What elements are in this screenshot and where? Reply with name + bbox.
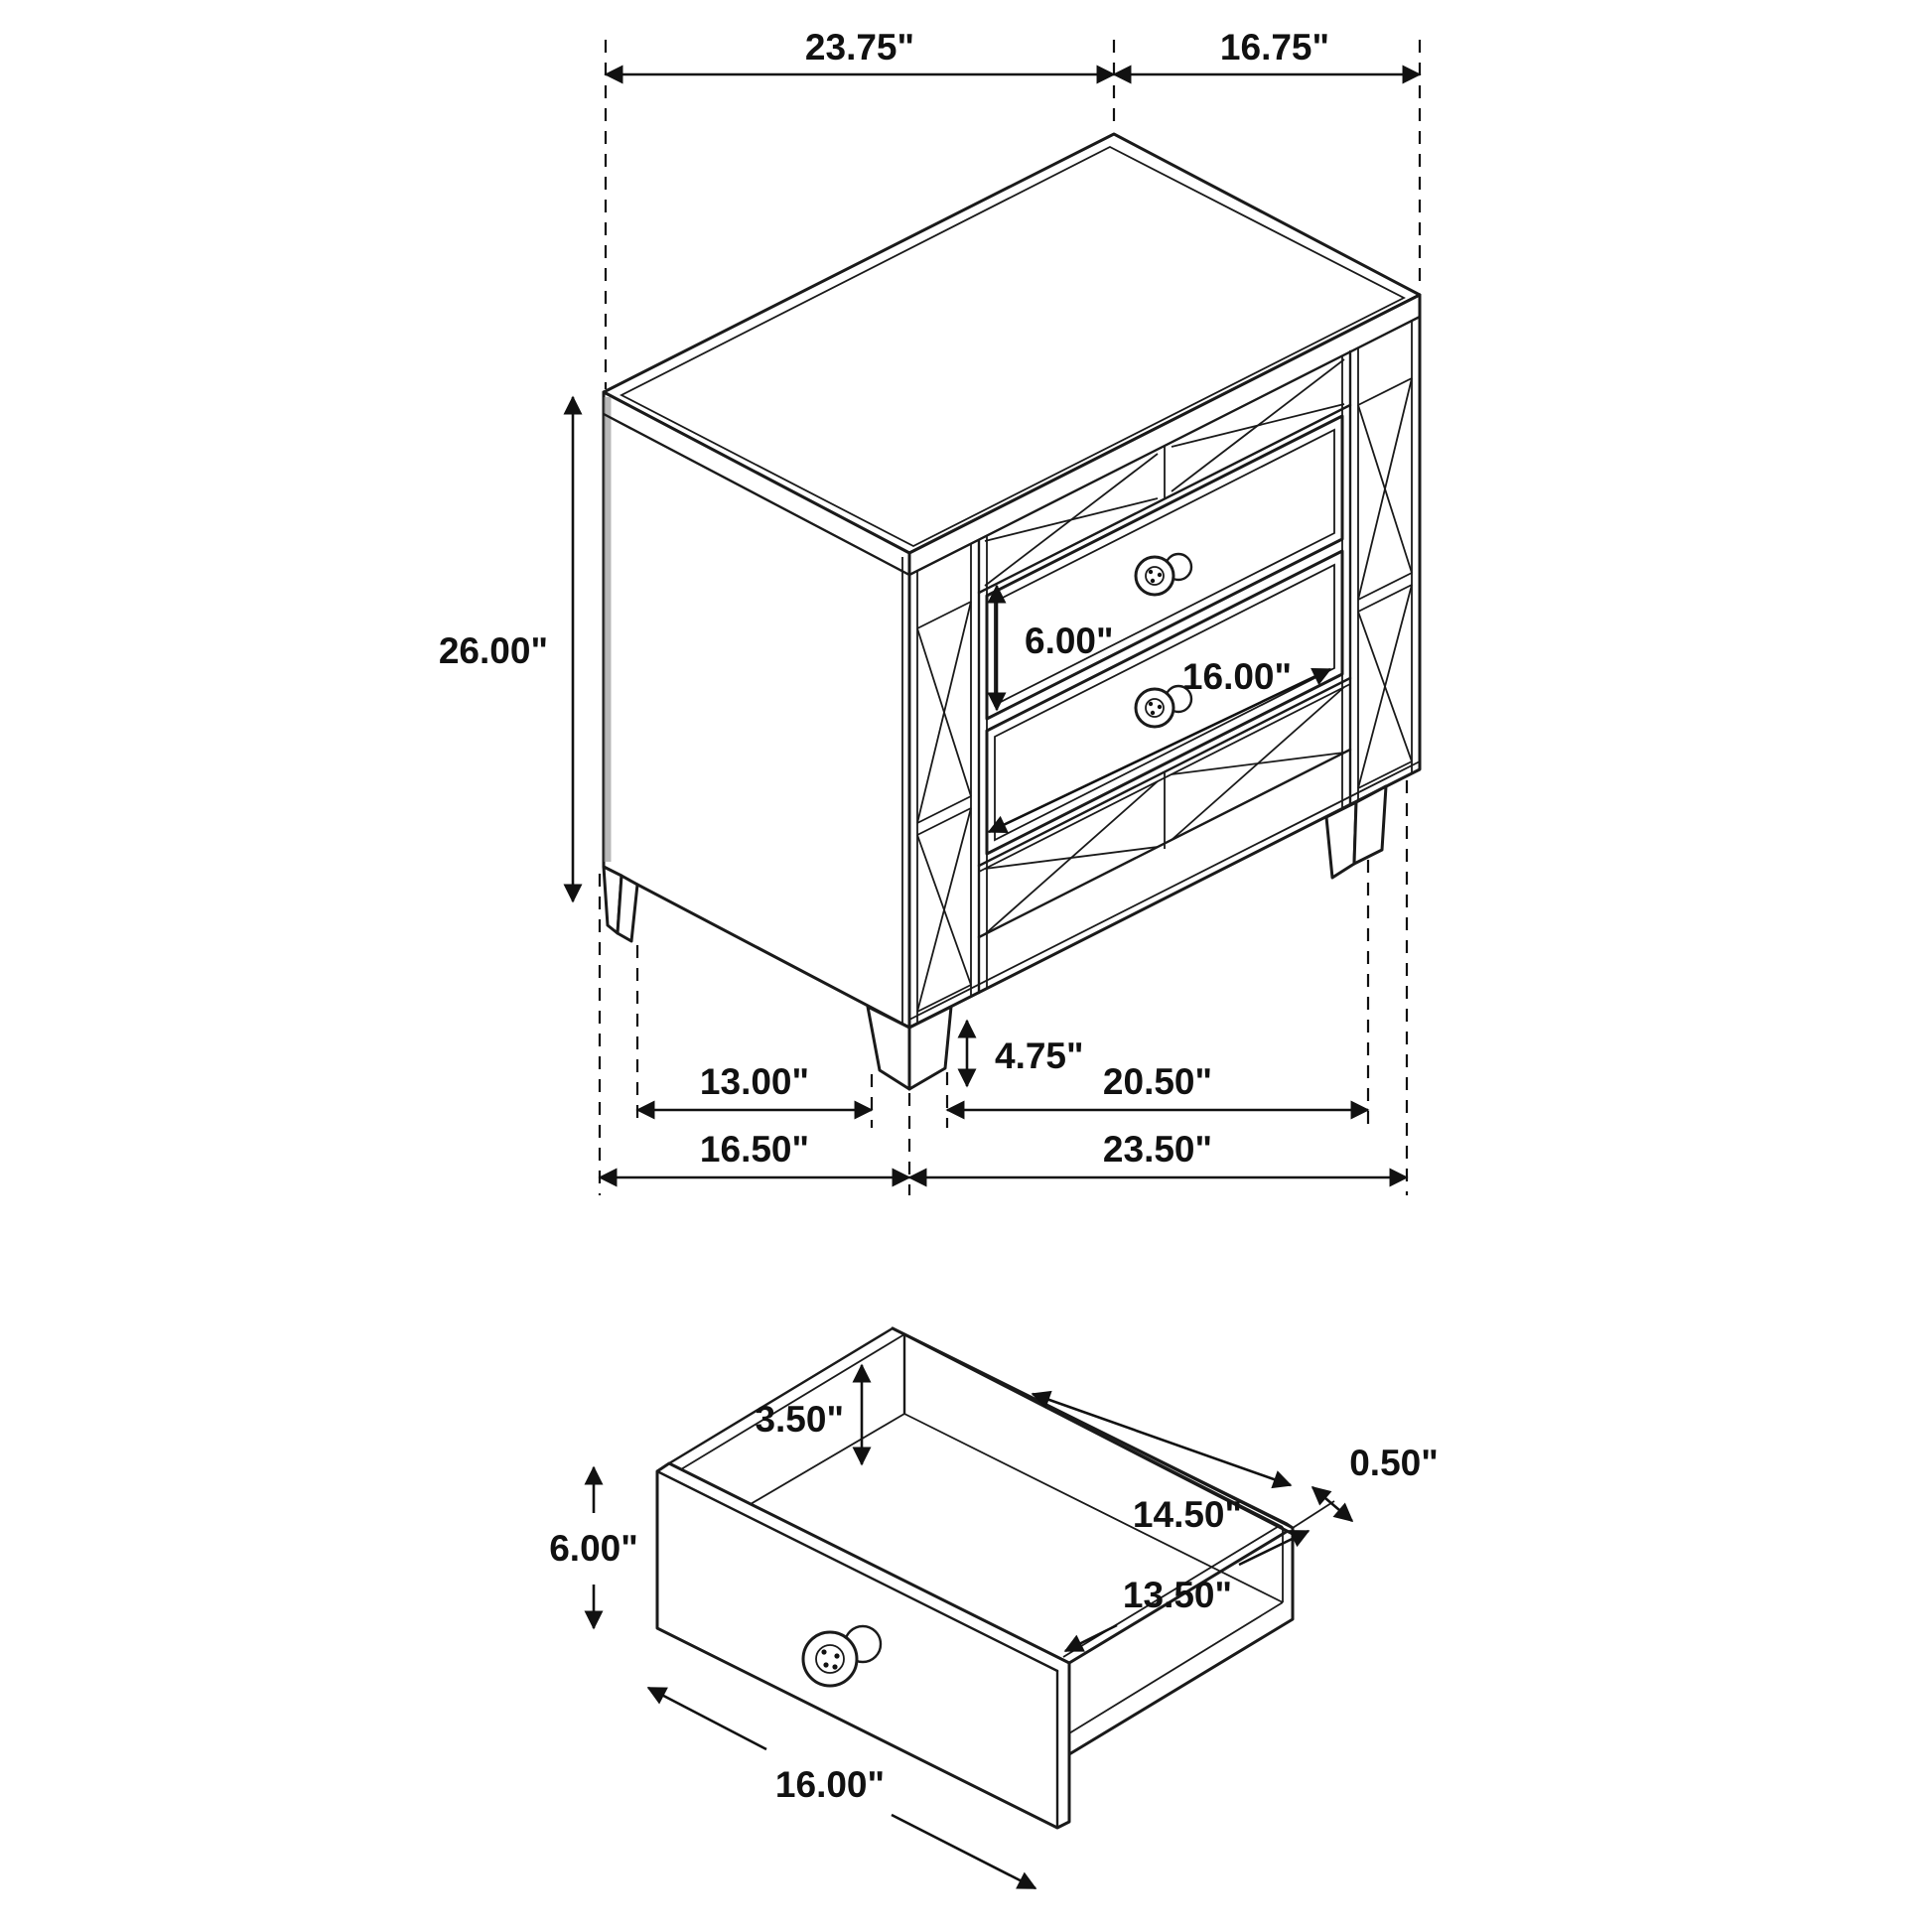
dim-top-depth [1114, 27, 1420, 74]
dim-label: 16.00" [1181, 656, 1293, 697]
dim-base-side-depth [600, 1129, 909, 1177]
dim-label: 4.75" [995, 1035, 1084, 1076]
dim-label: 26.00" [438, 630, 548, 671]
dim-label: 3.50" [755, 1399, 844, 1440]
dim-label: 23.50" [1102, 1129, 1213, 1170]
dim-label: 16.75" [1219, 27, 1330, 68]
dim-label: 0.50" [1349, 1443, 1439, 1483]
dim-drawer-front-height-detail [549, 1467, 638, 1628]
dim-label: 6.00" [549, 1528, 638, 1569]
dim-label: 23.75" [804, 27, 915, 68]
dim-base-front-width [909, 1129, 1407, 1177]
dim-label: 13.50" [1122, 1575, 1233, 1615]
dim-top-width [606, 27, 1114, 74]
dim-leg-spacing [637, 1061, 872, 1110]
dim-leg-height [967, 1021, 1084, 1086]
dim-label: 16.50" [699, 1129, 810, 1170]
dim-label: 13.00" [699, 1061, 810, 1102]
nightstand-diagram [439, 27, 1420, 1195]
dim-label: 20.50" [1102, 1061, 1213, 1102]
dim-label: 14.50" [1132, 1494, 1243, 1535]
drawer-right-wall [1063, 1525, 1293, 1754]
dim-overall-height [439, 397, 573, 901]
dim-drawer-wall-thickness [1293, 1443, 1439, 1528]
dim-label: 6.00" [1025, 621, 1114, 661]
drawer-diagram [549, 1328, 1439, 1888]
dim-label: 16.00" [774, 1764, 886, 1805]
